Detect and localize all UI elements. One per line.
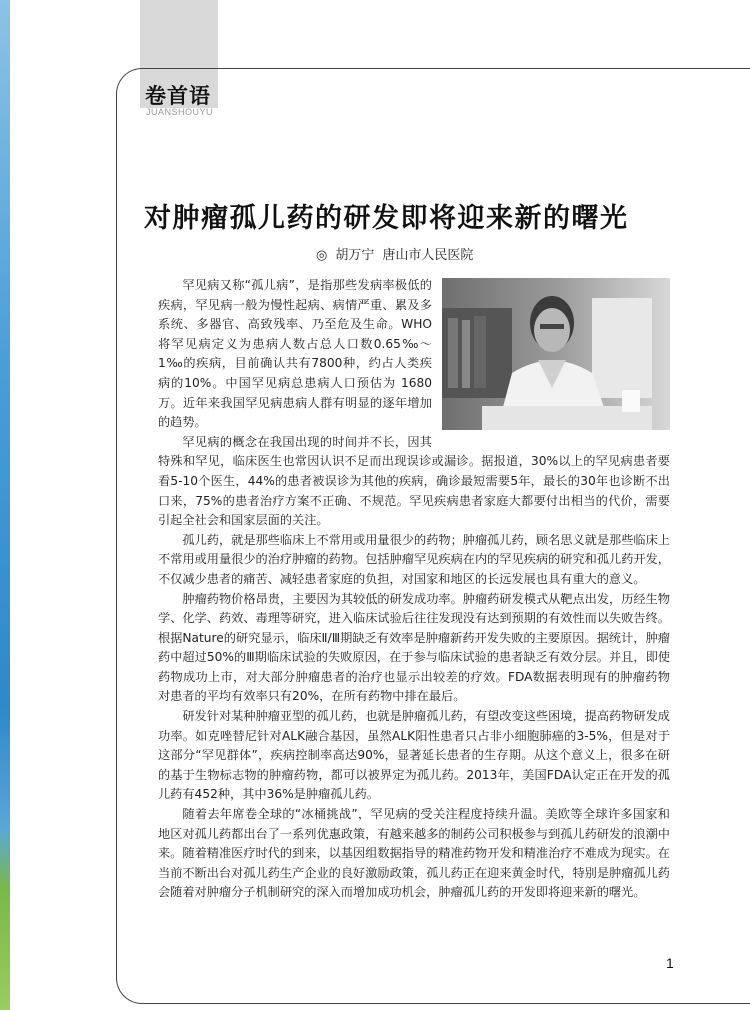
paragraph-5: 研发针对某种肿瘤亚型的孤儿药，也就是肿瘤孤儿药，有望改变这些困境，提高药物研发成功率。如克唑替尼针对ALK融合基因，虽然ALK阳性患者只占非小细胞肺癌的3-5%，但是对于这部分“罕见群体”，疾病控制率高达90%，显著延长患者的生存期。从这个意义上，很多在研的基于生物标志物的肿瘤药物，都可以被界定为孤儿药。2013年，美国FDA认定正在开发的孤儿药有452种，其中36%是肿瘤孤儿药。 [158, 709, 670, 802]
author-name: 胡万宁 [335, 248, 375, 263]
author-line [316, 244, 473, 263]
article-title: 对肿瘤孤儿药的研发即将迎来新的曙光 [144, 203, 629, 234]
paragraph-4: 肿瘤药物价格昂贵，主要因为其较低的研发成功率。肿瘤药研发模式从靶点出发，历经生物学、化学、药效、毒理等研究，进入临床试验后往往发现没有达到预期的有效性而以失败告终。根据Nature的研究显示，临床Ⅱ/Ⅲ期缺乏有效率是肿瘤新药开发失败的主要原因。据统计，肿瘤药中超过50%的Ⅲ期临床试验的失败原因，在于参与临床试验的患者缺乏有效分层。并且，即使药物成功上市，对大部分肿瘤患者的治疗也显示出较差的疗效。FDA数据表明现有的肿瘤药物对患者的平均有效率只有20%，在所有药物中排在最后。 [158, 591, 670, 704]
paragraph-6: 随着去年席卷全球的“冰桶挑战”，罕见病的受关注程度持续升温。美欧等全球许多国家和地区对孤儿药都出台了一系列优惠政策，有越来越多的制药公司积极参与到孤儿药研发的浪潮中来。随着精准医疗时代的到来，以基因组数据指导的精准药物开发和精准治疗不难成为现实。在当前不断出台对孤儿药生产企业的良好激励政策，孤儿药正在迎来黄金时代，特别是肿瘤孤儿药会随着对肿瘤分子机制研究的深入而增加成功机会，肿瘤孤儿药的开发即将迎来新的曙光。 [158, 807, 670, 900]
page-number: 1 [666, 955, 674, 971]
section-title: 卷首语 [145, 84, 211, 108]
article-body [158, 276, 670, 903]
paragraph-3: 孤儿药，就是那些临床上不常用或用量很少的药物；肿瘤孤儿药，顾名思义就是那些临床上不常用或用量很少的治疗肿瘤的药物。包括肿瘤罕见疾病在内的罕见疾病的研究和孤儿药开发，不仅减少患者的痛苦、减轻患者家庭的负担，对国家和地区的长远发展也具有重大的意义。 [158, 532, 670, 586]
photo-spacer [432, 276, 670, 434]
author-bullet-icon: ◎ [316, 248, 328, 263]
author-organization: 唐山市人民医院 [382, 248, 474, 263]
section-subtitle: JUANSHOUYU [146, 107, 214, 117]
paragraph-1: 罕见病又称“孤儿病”，是指那些发病率极低的疾病，罕见病一般为慢性起病、病情严重、累及多系统、多器官、高致残率、乃至危及生命。WHO将罕见病定义为患病人数占总人口数0.65‰～1‰的疾病，目前确认共有7800种，约占人类疾病的10%。中国罕见病总患病人口预估为 1680 万。近年来我国罕见病患病人群有明显的逐年增加的趋势。 [158, 278, 432, 430]
paragraph-2: 罕见病的概念在我国出现的时间并不长，因其特殊和罕见，临床医生也常因认识不足而出现误诊或漏诊。据报道，30%以上的罕见病患者要看5-10个医生，44%的患者被误诊为其他的疾病，确诊最短需要5年，最长的30年也诊断不出口来，75%的患者治疗方案不正确、不规范。罕见疾病患者家庭大都要付出相当的代价，需要引起全社会和国家层面的关注。 [158, 434, 670, 528]
left-edge-decoration [0, 0, 10, 1010]
